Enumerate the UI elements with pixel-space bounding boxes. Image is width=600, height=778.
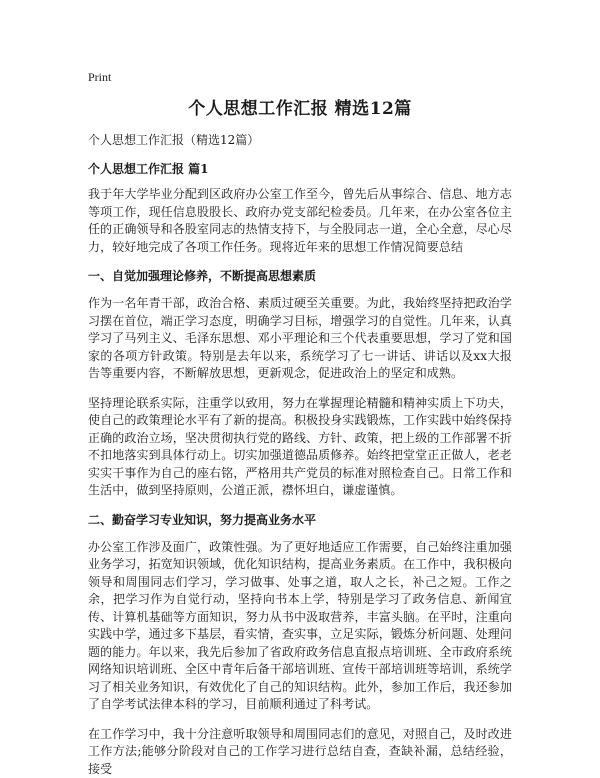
paragraph-study-1: 办公室工作涉及面广，政策性强。为了更好地适应工作需要，自己始终注重加强业务学习，拓宽知识领域，优化知识结构，提高业务素质。在工作中，我积极向领导和周围同志们学习，学习做事、处事之道，取人之长，补己之短。工作之余，把学习作为自觉行动，坚持向书本上学，特别是学习了政务信息、新闻宣传、计算机基础等方面知识，努力从书中汲取营养，丰富头脑。在平时，注重向实践中学，通过多下基层，看实情，查实事，立足实际，锻炼分析问题、处理问题的能力。年以来，我先后参加了省政府政务信息直报点培训班、全市政府系统网络知识培训班、全区中青年后备干部培训班、宣传干部培训班等培训，系统学习了相关业务知识，有效优化了自己的知识结构。此外，参加工作后，我还参加了自学考试法律本科的学习，目前顺利通过了科考试。 — [88, 539, 512, 714]
paragraph-intro: 我于年大学毕业分配到区政府办公室工作至今，曾先后从事综合、信息、地方志等项工作，现任信息股股长、政府办党支部纪检委员。几年来，在办公室各位主任的正确领导和各股室同志的热情支持下，与全股同志一道，全心全意，尽心尽力，较好地完成了各项工作任务。现将近年来的思想工作情况简要总结 — [88, 186, 512, 256]
heading-theory: 一、自觉加强理论修养，不断提高思想素质 — [88, 268, 512, 285]
section-title: 个人思想工作汇报 篇1 — [88, 161, 512, 178]
paragraph-theory-1: 作为一名年青干部，政治合格、素质过硬至关重要。为此，我始终坚持把政治学习摆在首位，端正学习态度，明确学习目标，增强学习的自觉性。几年来，认真学习了马列主义、毛泽东思想、邓小平理论和三个代表重要思想，学习了党和国家的各项方针政策。特别是去年以来，系统学习了七一讲话、讲话以及xx大报告等重要内容，不断解放思想，更新观念，促进政治上的坚定和成熟。 — [88, 295, 512, 383]
heading-study: 二、勤奋学习专业知识，努力提高业务水平 — [88, 512, 512, 529]
page-title: 个人思想工作汇报 精选12篇 — [88, 98, 512, 120]
print-label[interactable]: Print — [88, 70, 512, 84]
paragraph-theory-2: 坚持理论联系实际，注重学以致用，努力在掌握理论精髓和精神实质上下功夫，使自己的政策理论水平有了新的提高。积极投身实践锻炼，工作实践中始终保持正确的政治立场，坚决贯彻执行党的路线、方针、政策，把上级的工作部署不折不扣地落实到具体行动上。切实加强道德品质修养。始终把堂堂正正做人，老老实实干事作为自己的座右铭，严格用共产党员的标准对照检查自己。日常工作和生活中，做到坚持原则，公道正派，襟怀坦白，谦虚谨慎。 — [88, 395, 512, 500]
document-subtitle: 个人思想工作汇报（精选12篇） — [88, 132, 512, 149]
paragraph-study-2: 在工作学习中，我十分注意听取领导和周围同志们的意见，对照自己，及时改进工作方法;能够分阶段对自己的工作学习进行总结自查，查缺补漏，总结经验，接受 — [88, 726, 512, 778]
